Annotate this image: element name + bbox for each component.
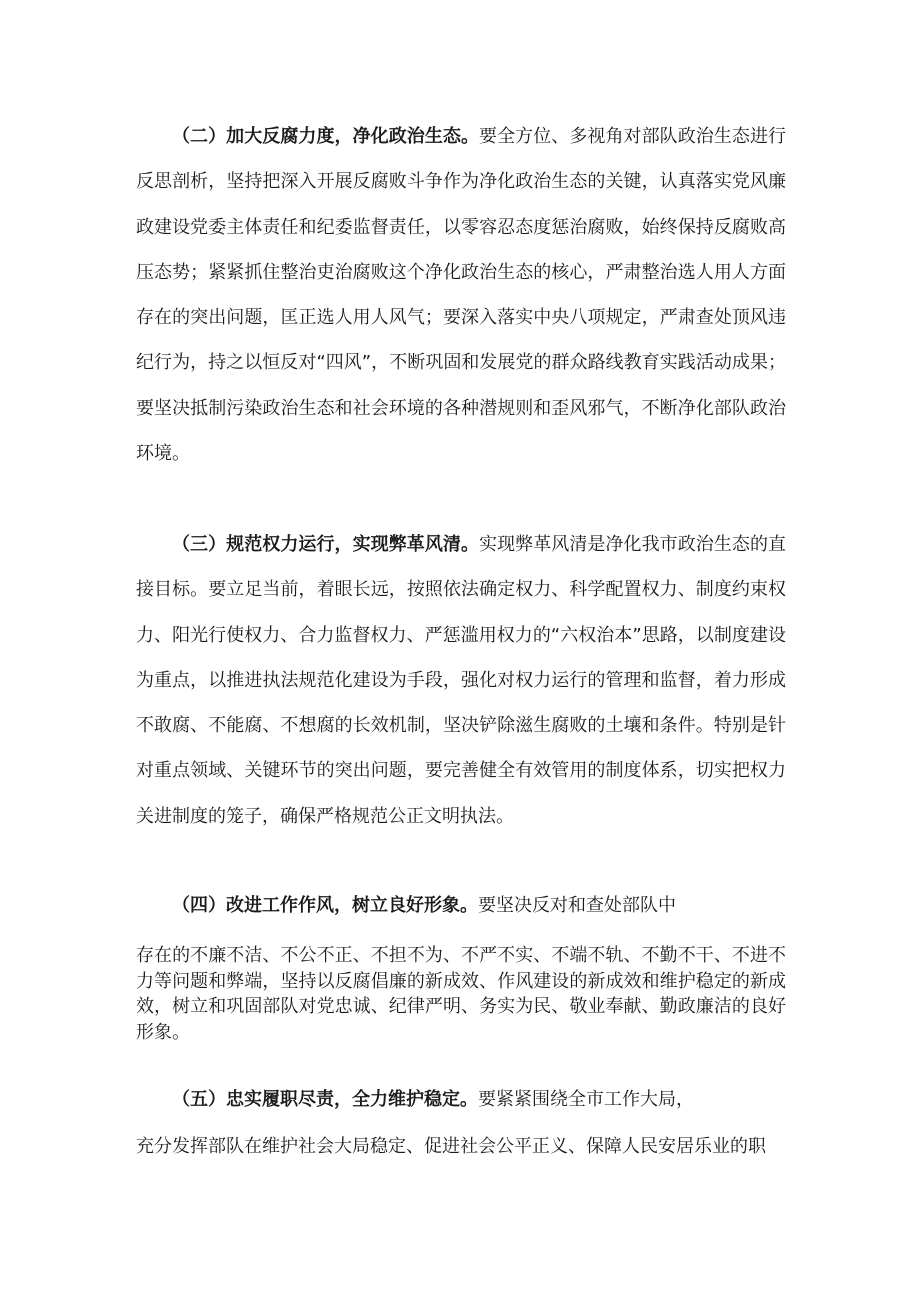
section-five-continuation	[136, 1124, 786, 1169]
section-five-heading: （五）忠实履职尽责，全力维护稳定。	[172, 1089, 478, 1110]
section-two	[136, 114, 786, 476]
section-three-body: 实现弊革风清是净化我市政治生态的直接目标。要立足当前，着眼长远，按照依法确定权力、科学配置权力、制度约束权力、阳光行使权力、合力监督权力、严惩滥用权力的“六权治本”思路，以制度建设为重点，以推进执法规范化建设为手段，强化对权力运行的管理和监督，着力形成不敢腐、不能腐、不想腐的长效机制，坚决铲除滋生腐败的土壤和条件。特别是针对重点领域、关键环节的突出问题，要完善健全有效管用的制度体系，切实把权力关进制度的笼子，确保严格规范公正文明执法。	[136, 534, 786, 827]
section-two-heading: （二）加大反腐力度，净化政治生态。	[172, 126, 480, 147]
section-five-body-rest: 充分发挥部队在维护社会大局稳定、促进社会公平正义、保障人民安居乐业的职	[136, 1136, 766, 1157]
section-four-first-line	[136, 883, 786, 928]
section-four-heading: （四）改进工作作风，树立良好形象。	[172, 895, 478, 916]
section-four-body-first: 要坚决反对和查处部队中	[478, 895, 676, 916]
section-five-first-line	[136, 1077, 786, 1122]
section-three	[136, 522, 786, 839]
section-four-body-rest: 存在的不廉不洁、不公不正、不担不为、不严不实、不端不轨、不勤不干、不进不力等问题和弊端，坚持以反腐倡廉的新成效、作风建设的新成效和维护稳定的新成效，树立和巩固部队对党忠诚、纪律严明、务实为民、敬业奉献、勤政廉洁的良好形象。	[136, 945, 786, 1043]
section-five-intro	[136, 1077, 786, 1122]
section-two-paragraph	[136, 114, 786, 476]
section-four-continuation	[136, 943, 786, 1045]
section-four-intro	[136, 883, 786, 928]
section-three-heading: （三）规范权力运行，实现弊革风清。	[172, 534, 480, 555]
section-three-paragraph	[136, 522, 786, 839]
section-five-body-first: 要紧紧围绕全市工作大局，	[478, 1089, 694, 1110]
section-two-body: 要全方位、多视角对部队政治生态进行反思剖析，坚持把深入开展反腐败斗争作为净化政治生态的关键，认真落实党风廉政建设党委主体责任和纪委监督责任，以零容忍态度惩治腐败，始终保持反腐败高压态势；紧紧抓住整治吏治腐败这个净化政治生态的核心，严肃整治选人用人方面存在的突出问题，匡正选人用人风气；要深入落实中央八项规定，严肃查处顶风违纪行为，持之以恒反对“四风”，不断巩固和发展党的群众路线教育实践活动成果；要坚决抵制污染政治生态和社会环境的各种潜规则和歪风邪气，不断净化部队政治环境。	[136, 126, 786, 465]
